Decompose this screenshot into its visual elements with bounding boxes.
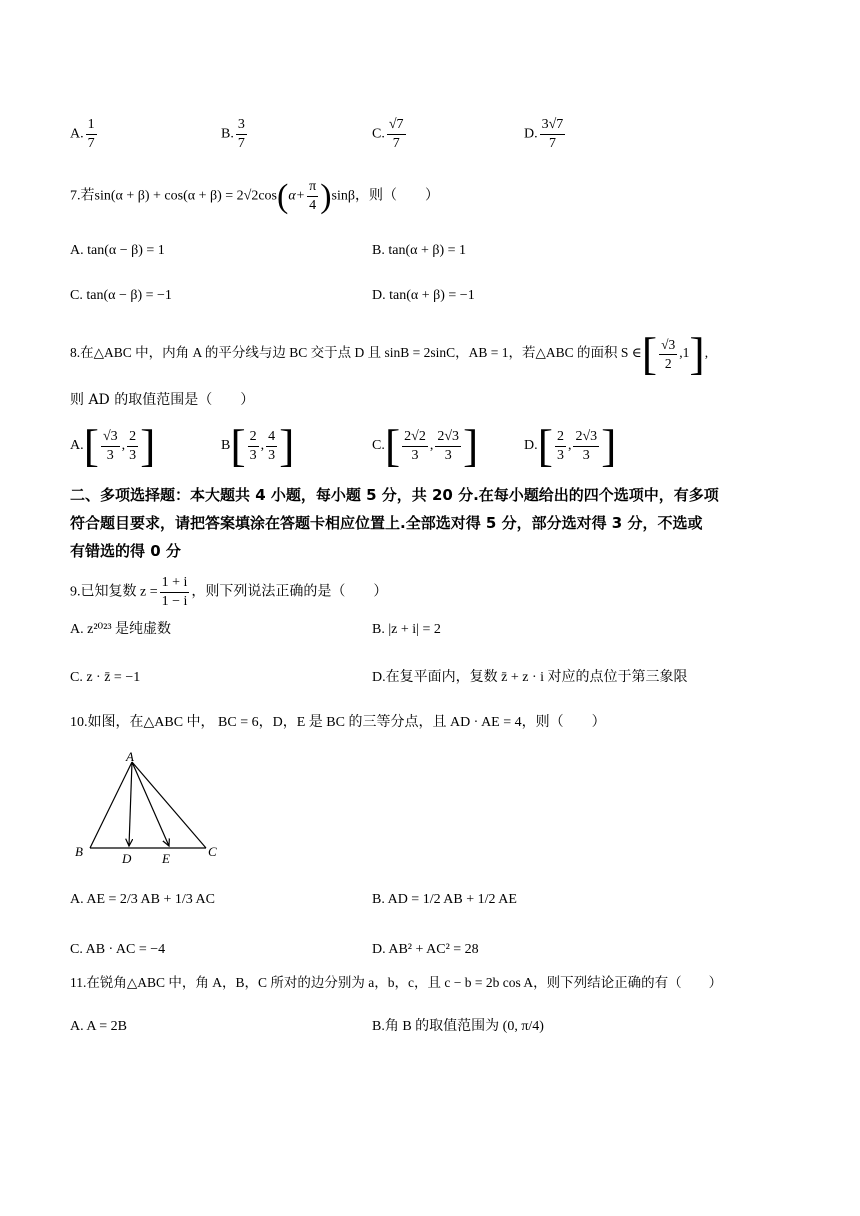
option-letter: D. [372, 942, 386, 957]
denominator: 4 [309, 198, 317, 213]
numerator: π [307, 178, 318, 197]
section-heading-line2: 符合题目要求，请把答案填涂在答题卡相应位置上.全部选对得 5 分，部分选对得 3 分，不选或 [70, 514, 703, 532]
denominator: 1 − i [161, 594, 188, 609]
option-letter: A. [70, 892, 84, 907]
fraction [307, 178, 318, 215]
question-text: 8.在△ABC 中，内角 A 的平分线与边 BC 交于点 D 且 sinB = 2sinC，AB = 1，若△ABC 的面积 S ∈ [70, 345, 642, 361]
numerator: 2√3 [573, 428, 599, 447]
label-b: B [75, 844, 83, 859]
q9-stem [70, 574, 387, 611]
q6-option-a [70, 116, 99, 153]
fraction [236, 116, 247, 153]
q8-stem-line1: 8.在△ABC 中，内角 A 的平分线与边 BC 交于点 D 且 sinB = 2sinC，AB = 1，若△ABC 的面积 S ∈[ $\frac{√3}{2}$ ,1], [70, 328, 709, 379]
question-suffix: ，则（ ） [355, 188, 439, 204]
q8-option-b: B[ $\frac{2}{3}$ , $\frac{4}{3}$ ] [221, 420, 295, 471]
option-text: |z + i| = 2 [388, 622, 441, 637]
denominator: 7 [87, 136, 95, 151]
option-text: AD = 1/2 AB + 1/2 AE [387, 892, 517, 907]
fraction [573, 428, 599, 465]
q7-option-d [372, 286, 475, 306]
q6-option-c [372, 116, 408, 153]
numerator: 2√2 [402, 428, 428, 447]
option-text: AE = 2/3 AB + 1/3 AC [86, 892, 215, 907]
fraction [540, 116, 566, 153]
vector-ae [132, 762, 169, 846]
fraction [248, 428, 259, 465]
fraction [101, 428, 120, 465]
triangle-figure [72, 750, 222, 868]
q11-option-a [70, 1017, 127, 1037]
fraction [435, 428, 461, 465]
option-text: 在复平面内，复数 z̄ + z · i 对应的点位于第三象限 [385, 670, 688, 685]
q7-option-b [372, 241, 466, 261]
numerator: 2 [127, 428, 138, 447]
option-text: z²⁰²³ 是纯虚数 [87, 622, 172, 637]
q10-stem: 10.如图，在△ABC 中， BC = 6，D，E 是 BC 的三等分点，且 AD · AE = 4，则（ ） [70, 715, 606, 730]
option-letter: D. [524, 126, 538, 142]
fraction [127, 428, 138, 465]
option-letter: A. [70, 622, 84, 637]
bracket-right: ] [140, 420, 156, 471]
option-letter: A. [70, 243, 84, 258]
option-text: AB² + AC² = 28 [388, 942, 479, 957]
option-text: tan(α − β) = −1 [86, 288, 172, 303]
numerator: √7 [387, 116, 406, 135]
label-a: A [126, 750, 134, 764]
numerator: 2√3 [435, 428, 461, 447]
option-letter: D. [524, 438, 538, 454]
numerator: √3 [659, 336, 677, 355]
question-text: 9.已知复数 z = [70, 584, 158, 600]
fraction [659, 336, 677, 373]
bracket-right: ] [601, 420, 617, 471]
bracket-right: ] [689, 328, 705, 379]
paren-right: ) [320, 177, 332, 215]
option-letter: C. [70, 670, 83, 685]
q6-option-b [221, 116, 249, 153]
q11-stem: 11.在锐角△ABC 中，角 A，B，C 所对的边分别为 a，b，c，且 c − b = 2b cos A，则下列结论正确的有（ ） [70, 975, 723, 990]
q8-option-c: C.[ $\frac{2√2}{3}$ , $\frac{2√3}{3}$ ] [372, 420, 479, 471]
numerator: 3√7 [540, 116, 566, 135]
fraction [402, 428, 428, 465]
option-letter: C. [70, 288, 83, 303]
bracket-left: [ [641, 328, 658, 379]
q10-option-b [372, 890, 517, 910]
option-text: 角 B 的取值范围为 (0, π/4) [384, 1019, 544, 1034]
bracket-left: [ [83, 420, 99, 471]
option-letter: C. [372, 438, 385, 454]
q6-option-d [524, 116, 567, 153]
q8-stem-line2: 则 AD 的取值范围是（ ） [70, 392, 255, 408]
option-letter: B. [221, 126, 234, 142]
bracket-left: [ [384, 420, 401, 471]
bracket-left: [ [230, 420, 246, 471]
fraction [555, 428, 566, 465]
denominator: 3 [249, 447, 257, 463]
denominator: 3 [106, 447, 114, 463]
bracket-right: ] [463, 420, 479, 471]
q9-option-a [70, 620, 171, 640]
numerator: √3 [101, 428, 120, 447]
numerator: 1 [86, 116, 97, 135]
option-text: AB · AC = −4 [85, 942, 166, 957]
q7-stem [70, 178, 439, 215]
label-d: D [122, 851, 132, 866]
q8-option-a: A.[ $\frac{√3}{3}$ , $\frac{2}{3}$ ] [70, 420, 156, 471]
q8-option-d: D.[ $\frac{2}{3}$ , $\frac{2√3}{3}$ ] [524, 420, 617, 471]
denominator: 3 [582, 447, 590, 463]
fraction [266, 428, 277, 465]
numerator: 3 [236, 116, 247, 135]
section-heading-line3: 有错选的得 0 分 [70, 542, 181, 560]
fraction [387, 116, 406, 153]
option-letter: B. [372, 622, 385, 637]
numerator: 2 [555, 428, 566, 447]
q9-option-d [372, 668, 688, 688]
q9-option-b [372, 620, 441, 640]
side-ac [132, 762, 206, 848]
option-letter: B [221, 438, 231, 454]
q10-option-c [70, 940, 165, 960]
q7-option-c [70, 286, 172, 306]
denominator: 3 [129, 447, 137, 463]
option-letter: A. [70, 438, 84, 454]
formula-left: sin(α + β) + cos(α + β) = 2√2cos [94, 188, 277, 204]
alpha-plus: α+ [288, 188, 306, 204]
numerator: 2 [248, 428, 259, 447]
vector-ad [129, 762, 132, 846]
question-suffix: ，则下列说法正确的是（ ） [191, 584, 388, 600]
q11-option-b [372, 1017, 544, 1037]
option-letter: B. [372, 892, 385, 907]
option-text: A = 2B [86, 1019, 127, 1034]
question-number: 7.若 [70, 188, 95, 204]
numerator: 4 [266, 428, 277, 447]
option-letter: C. [70, 942, 83, 957]
q7-option-a [70, 241, 165, 261]
section-heading-line1: 二、多项选择题：本大题共 4 小题，每小题 5 分，共 20 分.在每小题给出的四个选项中，有多项 [70, 486, 719, 504]
bracket-left: [ [537, 420, 553, 471]
side-ab [90, 762, 132, 848]
option-letter: A. [70, 1019, 84, 1034]
label-c: C [208, 844, 217, 859]
option-letter: A. [70, 126, 84, 142]
label-e: E [162, 851, 170, 866]
option-text: tan(α + β) = 1 [388, 243, 467, 258]
bracket-right: ] [279, 420, 295, 471]
option-letter: D. [372, 670, 386, 685]
fraction [86, 116, 97, 153]
option-text: tan(α − β) = 1 [87, 243, 165, 258]
denominator: 7 [392, 136, 400, 151]
option-letter: B. [372, 243, 385, 258]
fraction [160, 574, 190, 611]
formula-right: sinβ [331, 188, 355, 204]
denominator: 3 [411, 447, 419, 463]
option-letter: C. [372, 126, 385, 142]
range-tail: ,1 [679, 345, 690, 361]
denominator: 7 [237, 136, 245, 151]
option-text: tan(α + β) = −1 [389, 288, 475, 303]
denominator: 7 [548, 136, 556, 151]
q9-option-c [70, 668, 140, 688]
option-text: z · z̄ = −1 [86, 670, 141, 685]
denominator: 3 [444, 447, 452, 463]
option-letter: B. [372, 1019, 385, 1034]
denominator: 3 [556, 447, 564, 463]
q10-option-a [70, 890, 215, 910]
numerator: 1 + i [160, 574, 190, 593]
denominator: 3 [268, 447, 276, 463]
denominator: 2 [664, 355, 672, 371]
option-letter: D. [372, 288, 386, 303]
q10-option-d [372, 940, 479, 960]
paren-left: ( [277, 177, 289, 215]
